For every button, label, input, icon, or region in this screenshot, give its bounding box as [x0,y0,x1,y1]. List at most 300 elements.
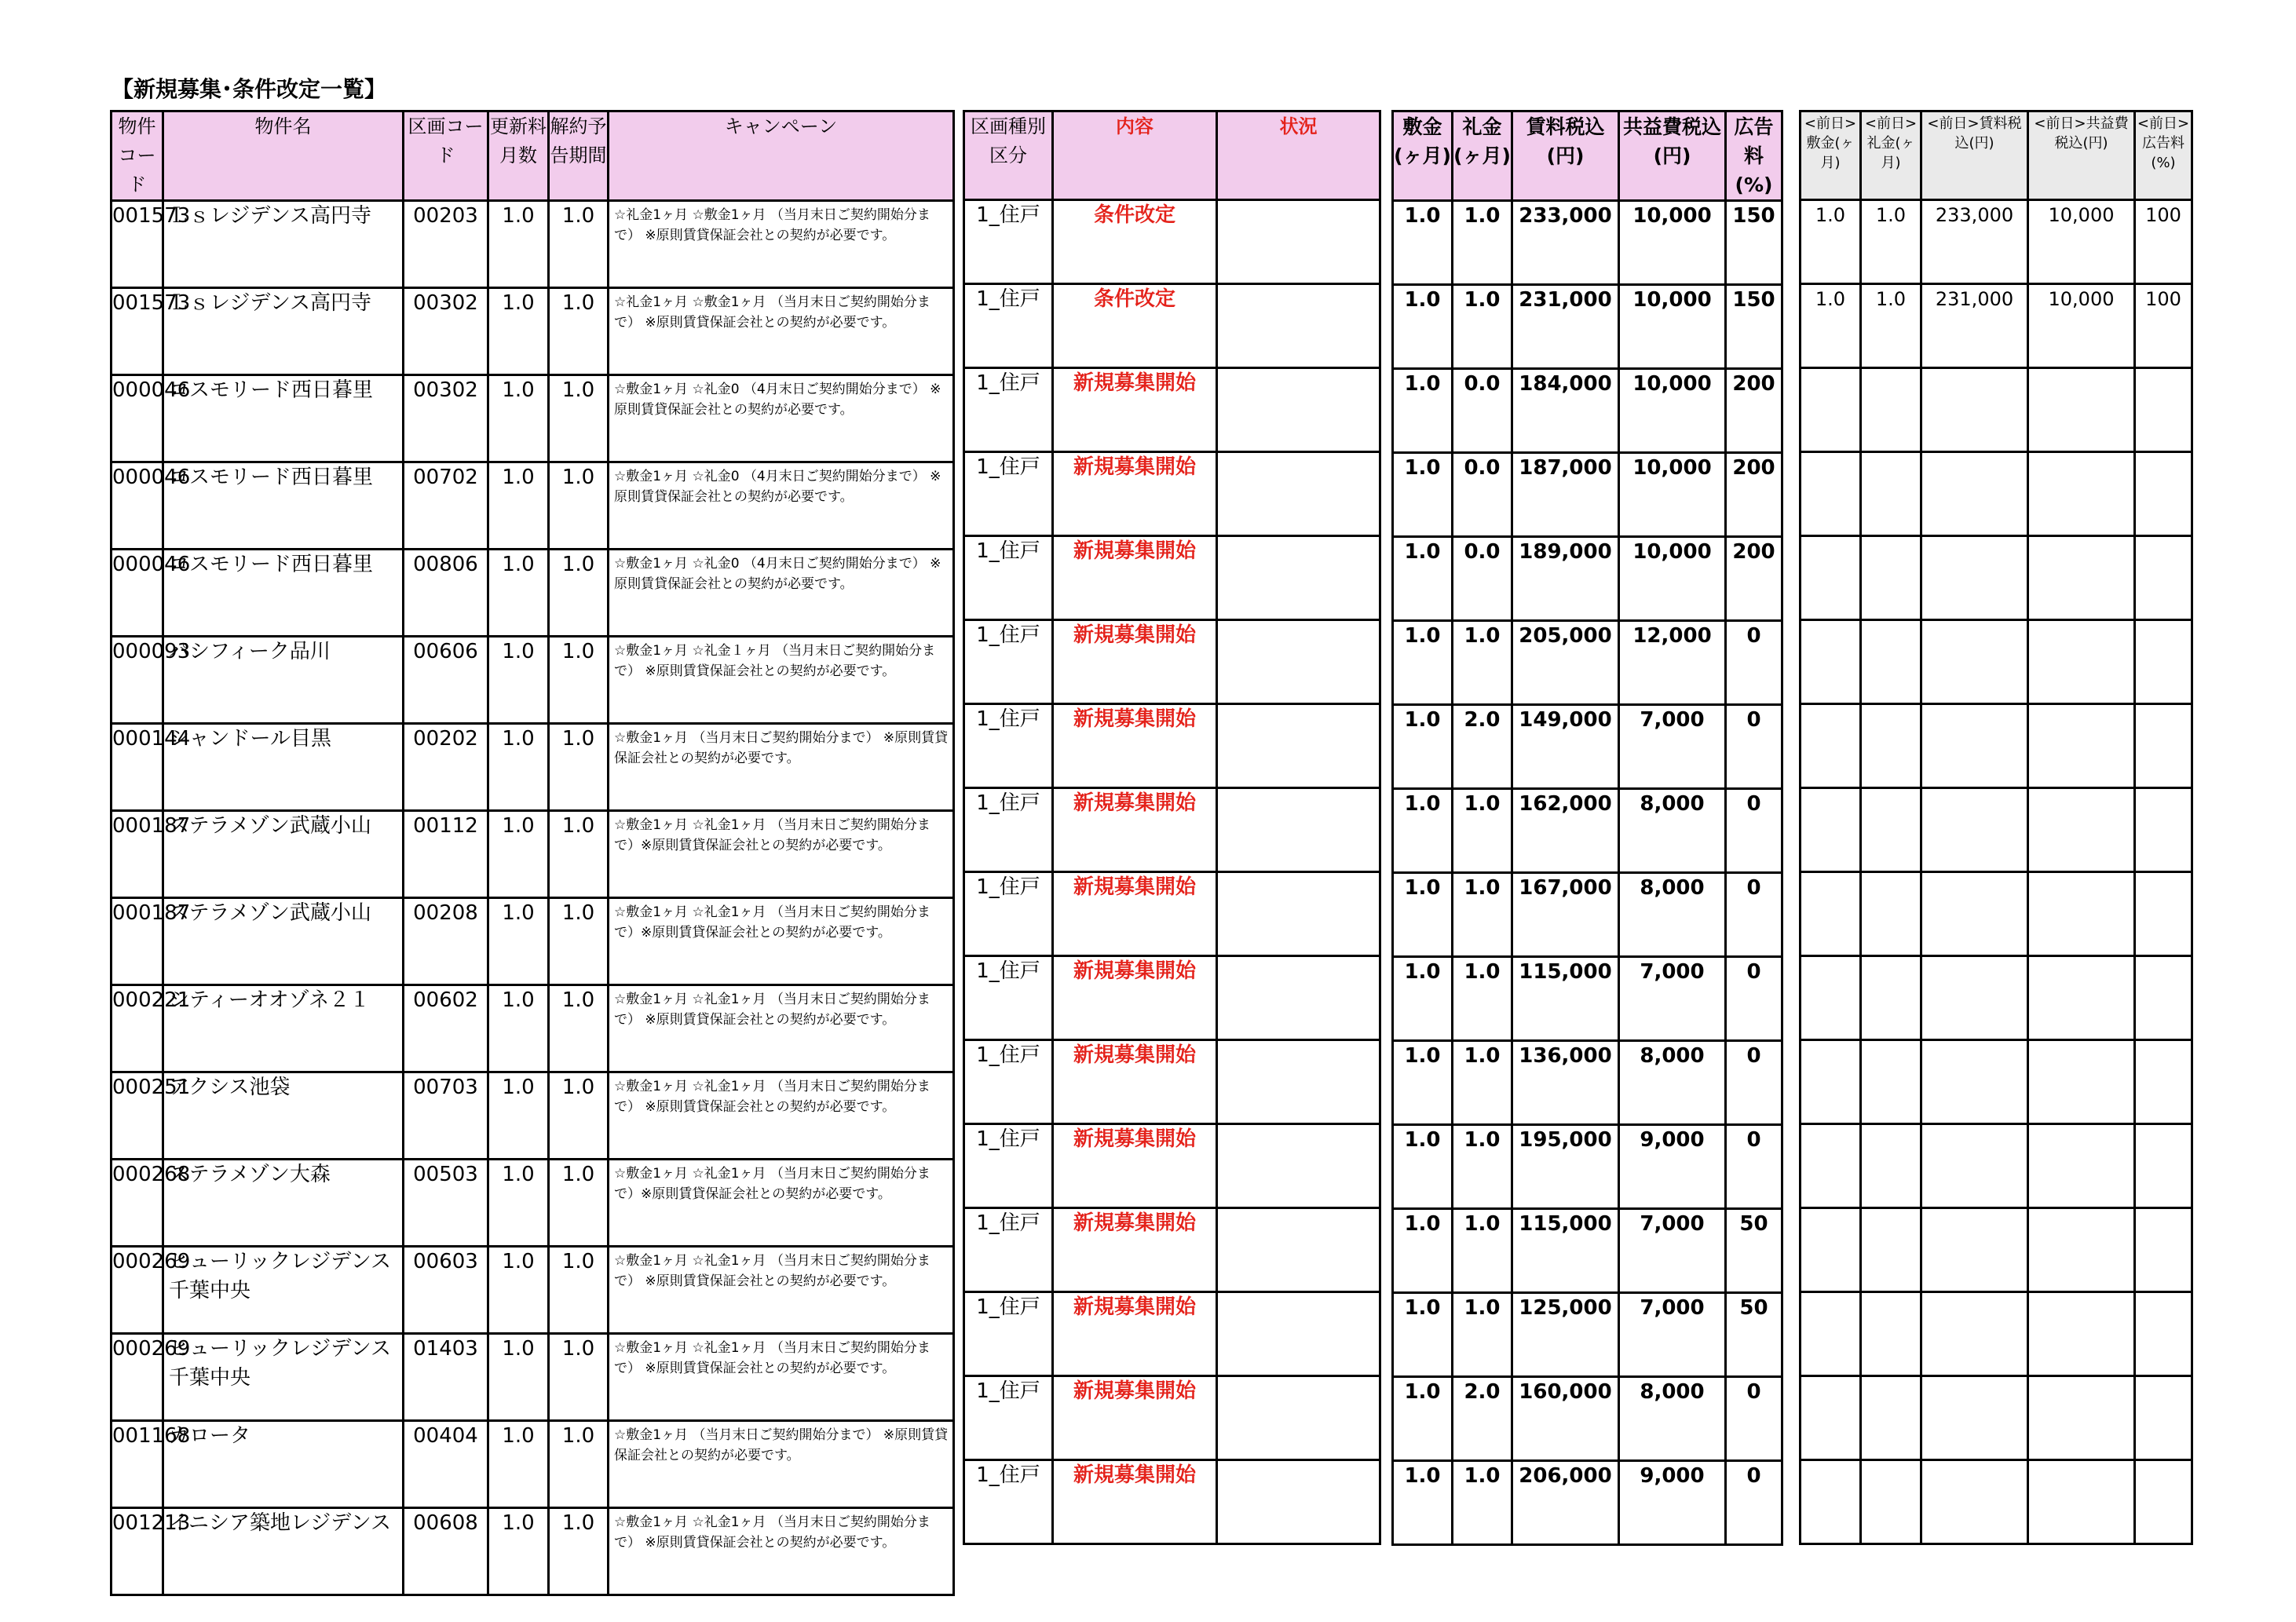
cell-prev-rent: 233,000 [1921,200,2028,284]
table-row [1801,1124,2192,1208]
cell-prev-ad-fee [2135,704,2192,788]
cell-prev-ad-fee [2135,872,2192,956]
table-row [1393,1041,1782,1125]
cell-notice-period: 1.0 [549,1247,609,1334]
cell-unit-type: 1_住戸 [964,200,1053,284]
cell-key-money: 1.0 [1453,1293,1512,1377]
cell-campaign: ☆敷金1ヶ月 ☆礼金1ヶ月 （当月末日ご契約開始分まで）※原則賃貸保証会社との契約が必要です。 [609,1160,954,1247]
cell-prev-ad-fee [2135,788,2192,872]
table-row [1393,1293,1782,1377]
cell-prev-key-money [1861,1460,1921,1544]
cell-renewal-months: 1.0 [488,1334,549,1421]
cell-prev-key-money: 1.0 [1861,284,1921,368]
cell-prev-common-fee [2028,1208,2135,1292]
cell-campaign: ☆敷金1ヶ月 （当月末日ご契約開始分まで） ※原則賃貸保証会社との契約が必要です。 [609,724,954,811]
cell-notice-period: 1.0 [549,1072,609,1160]
cell-common-fee: 8,000 [1619,873,1726,957]
table-row [1393,705,1782,789]
cell-key-money: 0.0 [1453,369,1512,453]
table-row [964,1460,1380,1544]
cell-prev-rent [1921,1124,2028,1208]
col-header-property-code: 物件コード [112,111,163,201]
cell-property-name: ヒューリックレジデンス千葉中央 [163,1247,404,1334]
cell-notice-period: 1.0 [549,1334,609,1421]
cell-status [1217,788,1380,872]
cell-renewal-months: 1.0 [488,724,549,811]
cell-content: 新規募集開始 [1053,1376,1217,1460]
cell-campaign: ☆敷金1ヶ月 ☆礼金0 （4月末日ご契約開始分まで） ※原則賃貸保証会社との契約が必要です。 [609,462,954,550]
table-row [1393,537,1782,621]
cell-status [1217,872,1380,956]
cell-property-name: ステラメゾン武蔵小山 [163,898,404,985]
cell-prev-common-fee [2028,536,2135,620]
cell-unit-code: 00702 [404,462,488,550]
cell-deposit: 1.0 [1393,537,1453,621]
cell-unit-type: 1_住戸 [964,956,1053,1040]
cell-unit-type: 1_住戸 [964,1124,1053,1208]
col-header-status: 状況 [1217,111,1380,200]
cell-property-code: 000187 [112,811,163,898]
cell-renewal-months: 1.0 [488,1508,549,1595]
table-row [1801,620,2192,704]
col-header-common-fee: 共益費税込(円) [1619,111,1726,201]
cell-unit-type: 1_住戸 [964,1376,1053,1460]
col-header-prev-rent: <前日>賃料税込(円) [1921,111,2028,200]
cell-unit-code: 00112 [404,811,488,898]
cell-common-fee: 8,000 [1619,1377,1726,1461]
cell-ad-fee: 0 [1726,1041,1782,1125]
cell-status [1217,1460,1380,1544]
table-row [964,620,1380,704]
col-header-key-money: 礼金(ヶ月) [1453,111,1512,201]
cell-property-name: Ｌｓレジデンス高円寺 [163,288,404,375]
cell-campaign: ☆礼金1ヶ月 ☆敷金1ヶ月 （当月末日ご契約開始分まで） ※原則賃貸保証会社との契約が必要です。 [609,288,954,375]
cell-property-code: 001213 [112,1508,163,1595]
previous-conditions-table [1799,110,2193,1545]
cell-notice-period: 1.0 [549,462,609,550]
col-header-notice-period: 解約予告期間 [549,111,609,201]
col-header-property-name: 物件名 [163,111,404,201]
cell-rent: 233,000 [1512,201,1619,285]
cell-ad-fee: 200 [1726,537,1782,621]
cell-status [1217,452,1380,536]
cell-property-name: シティーオオゾネ２１ [163,985,404,1072]
col-header-prev-key-money: <前日>礼金(ヶ月) [1861,111,1921,200]
cell-prev-rent [1921,1292,2028,1376]
cell-notice-period: 1.0 [549,724,609,811]
cell-prev-common-fee [2028,620,2135,704]
cell-key-money: 1.0 [1453,789,1512,873]
cell-key-money: 1.0 [1453,285,1512,369]
cell-deposit: 1.0 [1393,1461,1453,1545]
cell-prev-key-money: 1.0 [1861,200,1921,284]
cell-campaign: ☆敷金1ヶ月 ☆礼金1ヶ月 （当月末日ご契約開始分まで） ※原則賃貸保証会社との契約が必要です。 [609,1247,954,1334]
cell-campaign: ☆敷金1ヶ月 ☆礼金1ヶ月 （当月末日ご契約開始分まで） ※原則賃貸保証会社との契約が必要です。 [609,1334,954,1421]
cell-unit-code: 00202 [404,724,488,811]
cell-property-name: イニシア築地レジデンス [163,1508,404,1595]
col-header-prev-ad-fee: <前日>広告料(%) [2135,111,2192,200]
table-row [964,368,1380,452]
cell-property-name: Ｌｓレジデンス高円寺 [163,201,404,288]
cell-rent: 125,000 [1512,1293,1619,1377]
cell-prev-key-money [1861,1124,1921,1208]
cell-ad-fee: 50 [1726,1209,1782,1293]
cell-notice-period: 1.0 [549,637,609,724]
table-row [964,536,1380,620]
table-row [964,1208,1380,1292]
table-row [964,1040,1380,1124]
cell-prev-rent [1921,620,2028,704]
cell-campaign: ☆敷金1ヶ月 （当月末日ご契約開始分まで） ※原則賃貸保証会社との契約が必要です。 [609,1421,954,1508]
table-row [1801,1292,2192,1376]
cell-key-money: 1.0 [1453,873,1512,957]
cell-prev-ad-fee [2135,1376,2192,1460]
cell-prev-ad-fee [2135,1124,2192,1208]
cell-deposit: 1.0 [1393,369,1453,453]
cell-property-name: ステラメゾン武蔵小山 [163,811,404,898]
cell-status [1217,620,1380,704]
table-row [112,637,954,724]
cell-prev-common-fee [2028,872,2135,956]
table-row [1801,788,2192,872]
cell-unit-code: 00404 [404,1421,488,1508]
cell-prev-common-fee [2028,452,2135,536]
cell-deposit: 1.0 [1393,1041,1453,1125]
cell-prev-ad-fee: 100 [2135,200,2192,284]
cell-ad-fee: 150 [1726,201,1782,285]
cell-content: 新規募集開始 [1053,1124,1217,1208]
cell-deposit: 1.0 [1393,873,1453,957]
cell-property-name: コスモリード西日暮里 [163,462,404,550]
table-row [964,284,1380,368]
table-row [964,788,1380,872]
cell-content: 新規募集開始 [1053,1460,1217,1544]
cell-content: 新規募集開始 [1053,452,1217,536]
cell-common-fee: 8,000 [1619,1041,1726,1125]
cell-content: 条件改定 [1053,200,1217,284]
cell-prev-rent [1921,452,2028,536]
col-header-deposit: 敷金(ヶ月) [1393,111,1453,201]
cell-property-code: 001168 [112,1421,163,1508]
cell-ad-fee: 200 [1726,369,1782,453]
cell-key-money: 1.0 [1453,1125,1512,1209]
cell-key-money: 2.0 [1453,705,1512,789]
col-header-renewal-months: 更新料月数 [488,111,549,201]
cell-unit-code: 00203 [404,201,488,288]
cell-campaign: ☆敷金1ヶ月 ☆礼金1ヶ月 （当月末日ご契約開始分まで）※原則賃貸保証会社との契約が必要です。 [609,811,954,898]
cell-property-code: 000268 [112,1160,163,1247]
cell-status [1217,1208,1380,1292]
cell-rent: 149,000 [1512,705,1619,789]
table-row [112,985,954,1072]
cell-property-code: 000144 [112,724,163,811]
cell-prev-common-fee: 10,000 [2028,200,2135,284]
table-row [1801,1460,2192,1544]
cell-campaign: ☆礼金1ヶ月 ☆敷金1ヶ月 （当月末日ご契約開始分まで） ※原則賃貸保証会社との契約が必要です。 [609,201,954,288]
cell-prev-ad-fee: 100 [2135,284,2192,368]
cell-rent: 195,000 [1512,1125,1619,1209]
col-header-ad-fee: 広告料(%) [1726,111,1782,201]
cell-deposit: 1.0 [1393,705,1453,789]
cell-ad-fee: 0 [1726,1377,1782,1461]
cell-content: 新規募集開始 [1053,956,1217,1040]
cell-prev-key-money [1861,1208,1921,1292]
cell-ad-fee: 150 [1726,285,1782,369]
cell-rent: 136,000 [1512,1041,1619,1125]
cell-renewal-months: 1.0 [488,288,549,375]
cell-prev-key-money [1861,536,1921,620]
cell-key-money: 1.0 [1453,1461,1512,1545]
cell-prev-rent [1921,1460,2028,1544]
cell-prev-ad-fee [2135,452,2192,536]
cell-prev-deposit [1801,620,1861,704]
cell-prev-key-money [1861,1040,1921,1124]
cell-status [1217,956,1380,1040]
cell-deposit: 1.0 [1393,201,1453,285]
cell-renewal-months: 1.0 [488,1421,549,1508]
cell-deposit: 1.0 [1393,453,1453,537]
cell-key-money: 1.0 [1453,621,1512,705]
cell-unit-code: 00503 [404,1160,488,1247]
col-header-rent: 賃料税込(円) [1512,111,1619,201]
table-row [1393,621,1782,705]
cell-prev-ad-fee [2135,1460,2192,1544]
cell-deposit: 1.0 [1393,1377,1453,1461]
col-header-prev-deposit: <前日>敷金(ヶ月) [1801,111,1861,200]
table-row [1393,873,1782,957]
cell-prev-common-fee [2028,368,2135,452]
cell-ad-fee: 0 [1726,621,1782,705]
cell-renewal-months: 1.0 [488,985,549,1072]
cell-key-money: 2.0 [1453,1377,1512,1461]
cell-property-code: 000221 [112,985,163,1072]
cell-prev-deposit [1801,1376,1861,1460]
cell-prev-ad-fee [2135,956,2192,1040]
table-row [964,956,1380,1040]
cell-key-money: 1.0 [1453,1209,1512,1293]
cell-prev-key-money [1861,620,1921,704]
col-header-campaign: キャンペーン [609,111,954,201]
table-row [112,1421,954,1508]
table-row [1801,452,2192,536]
cell-status [1217,200,1380,284]
table-row [1801,284,2192,368]
col-header-unit-code: 区画コード [404,111,488,201]
cell-prev-key-money [1861,788,1921,872]
cell-common-fee: 10,000 [1619,537,1726,621]
table-row [1393,285,1782,369]
cell-prev-ad-fee [2135,1040,2192,1124]
table-row [112,1334,954,1421]
cell-prev-key-money [1861,956,1921,1040]
cell-rent: 206,000 [1512,1461,1619,1545]
cell-content: 新規募集開始 [1053,620,1217,704]
cell-unit-code: 00302 [404,375,488,462]
cell-prev-deposit [1801,368,1861,452]
cell-campaign: ☆敷金1ヶ月 ☆礼金1ヶ月 （当月末日ご契約開始分まで）※原則賃貸保証会社との契約が必要です。 [609,898,954,985]
conditions-table [1391,110,1783,1546]
cell-key-money: 1.0 [1453,201,1512,285]
cell-common-fee: 9,000 [1619,1461,1726,1545]
cell-common-fee: 7,000 [1619,705,1726,789]
cell-prev-rent [1921,872,2028,956]
cell-prev-deposit [1801,1292,1861,1376]
table-row [964,704,1380,788]
cell-rent: 187,000 [1512,453,1619,537]
cell-prev-ad-fee [2135,620,2192,704]
cell-property-code: 000046 [112,462,163,550]
table-row [112,1160,954,1247]
cell-deposit: 1.0 [1393,1209,1453,1293]
cell-prev-common-fee [2028,1040,2135,1124]
cell-prev-rent [1921,956,2028,1040]
cell-property-name: カロータ [163,1421,404,1508]
page-title: 【新規募集･条件改定一覧】 [112,76,387,102]
cell-prev-deposit [1801,704,1861,788]
cell-property-name: ヒューリックレジデンス千葉中央 [163,1334,404,1421]
cell-prev-deposit [1801,872,1861,956]
cell-prev-rent [1921,1208,2028,1292]
cell-deposit: 1.0 [1393,1125,1453,1209]
cell-unit-type: 1_住戸 [964,1208,1053,1292]
cell-property-code: 001573 [112,201,163,288]
cell-unit-code: 00302 [404,288,488,375]
table-row [112,1072,954,1160]
cell-property-code: 000269 [112,1334,163,1421]
cell-deposit: 1.0 [1393,789,1453,873]
cell-renewal-months: 1.0 [488,1072,549,1160]
cell-prev-ad-fee [2135,1208,2192,1292]
cell-common-fee: 10,000 [1619,285,1726,369]
cell-campaign: ☆敷金1ヶ月 ☆礼金0 （4月末日ご契約開始分まで） ※原則賃貸保証会社との契約が必要です。 [609,375,954,462]
table-row [964,200,1380,284]
table-row [1393,369,1782,453]
cell-campaign: ☆敷金1ヶ月 ☆礼金1ヶ月 （当月末日ご契約開始分まで） ※原則賃貸保証会社との契約が必要です。 [609,1072,954,1160]
table-row [1801,956,2192,1040]
cell-ad-fee: 0 [1726,1125,1782,1209]
table-row [964,872,1380,956]
cell-status [1217,368,1380,452]
cell-common-fee: 12,000 [1619,621,1726,705]
cell-common-fee: 10,000 [1619,369,1726,453]
cell-status [1217,704,1380,788]
cell-unit-type: 1_住戸 [964,536,1053,620]
cell-ad-fee: 0 [1726,705,1782,789]
cell-unit-type: 1_住戸 [964,452,1053,536]
cell-unit-code: 00806 [404,550,488,637]
col-header-prev-common-fee: <前日>共益費税込(円) [2028,111,2135,200]
cell-property-name: コスモリード西日暮里 [163,375,404,462]
cell-deposit: 1.0 [1393,957,1453,1041]
table-row [1801,368,2192,452]
table-row [964,1124,1380,1208]
cell-property-code: 001573 [112,288,163,375]
cell-prev-key-money [1861,704,1921,788]
table-row [1393,1377,1782,1461]
cell-prev-key-money [1861,872,1921,956]
cell-status [1217,1376,1380,1460]
cell-rent: 160,000 [1512,1377,1619,1461]
cell-rent: 115,000 [1512,957,1619,1041]
cell-status [1217,1124,1380,1208]
cell-prev-ad-fee [2135,536,2192,620]
cell-prev-rent [1921,788,2028,872]
table-row [1801,536,2192,620]
cell-content: 新規募集開始 [1053,368,1217,452]
cell-content: 新規募集開始 [1053,1208,1217,1292]
cell-property-name: シャンドール目黒 [163,724,404,811]
cell-prev-deposit [1801,788,1861,872]
cell-prev-deposit: 1.0 [1801,200,1861,284]
col-header-unit-type: 区画種別区分 [964,111,1053,200]
status-table [963,110,1381,1545]
cell-notice-period: 1.0 [549,288,609,375]
table-row [1393,1125,1782,1209]
table-row [1393,1461,1782,1545]
cell-property-code: 000251 [112,1072,163,1160]
cell-prev-deposit [1801,536,1861,620]
cell-ad-fee: 200 [1726,453,1782,537]
cell-unit-type: 1_住戸 [964,1460,1053,1544]
cell-renewal-months: 1.0 [488,1160,549,1247]
cell-prev-common-fee [2028,1124,2135,1208]
cell-property-code: 000046 [112,375,163,462]
table-row [1393,957,1782,1041]
cell-prev-rent: 231,000 [1921,284,2028,368]
cell-ad-fee: 0 [1726,957,1782,1041]
table-row [1801,872,2192,956]
cell-renewal-months: 1.0 [488,637,549,724]
cell-common-fee: 7,000 [1619,1293,1726,1377]
table-row [112,375,954,462]
table-row [1393,789,1782,873]
cell-notice-period: 1.0 [549,1160,609,1247]
cell-property-name: アクシス池袋 [163,1072,404,1160]
cell-campaign: ☆敷金1ヶ月 ☆礼金0 （4月末日ご契約開始分まで） ※原則賃貸保証会社との契約が必要です。 [609,550,954,637]
cell-rent: 231,000 [1512,285,1619,369]
cell-notice-period: 1.0 [549,1508,609,1595]
cell-content: 新規募集開始 [1053,704,1217,788]
property-table [110,110,955,1596]
cell-renewal-months: 1.0 [488,375,549,462]
table-row [1801,704,2192,788]
cell-prev-common-fee [2028,704,2135,788]
cell-prev-rent [1921,536,2028,620]
cell-unit-code: 00602 [404,985,488,1072]
table-row [1393,453,1782,537]
table-row [112,201,954,288]
cell-unit-type: 1_住戸 [964,1292,1053,1376]
cell-notice-period: 1.0 [549,898,609,985]
cell-content: 新規募集開始 [1053,536,1217,620]
table-row [1801,1376,2192,1460]
cell-renewal-months: 1.0 [488,201,549,288]
cell-unit-type: 1_住戸 [964,368,1053,452]
cell-property-code: 000269 [112,1247,163,1334]
cell-rent: 167,000 [1512,873,1619,957]
cell-unit-type: 1_住戸 [964,872,1053,956]
cell-rent: 162,000 [1512,789,1619,873]
cell-deposit: 1.0 [1393,285,1453,369]
cell-status [1217,1040,1380,1124]
cell-renewal-months: 1.0 [488,1247,549,1334]
cell-renewal-months: 1.0 [488,462,549,550]
cell-rent: 189,000 [1512,537,1619,621]
cell-prev-common-fee: 10,000 [2028,284,2135,368]
cell-prev-deposit [1801,956,1861,1040]
cell-notice-period: 1.0 [549,201,609,288]
table-row [112,288,954,375]
